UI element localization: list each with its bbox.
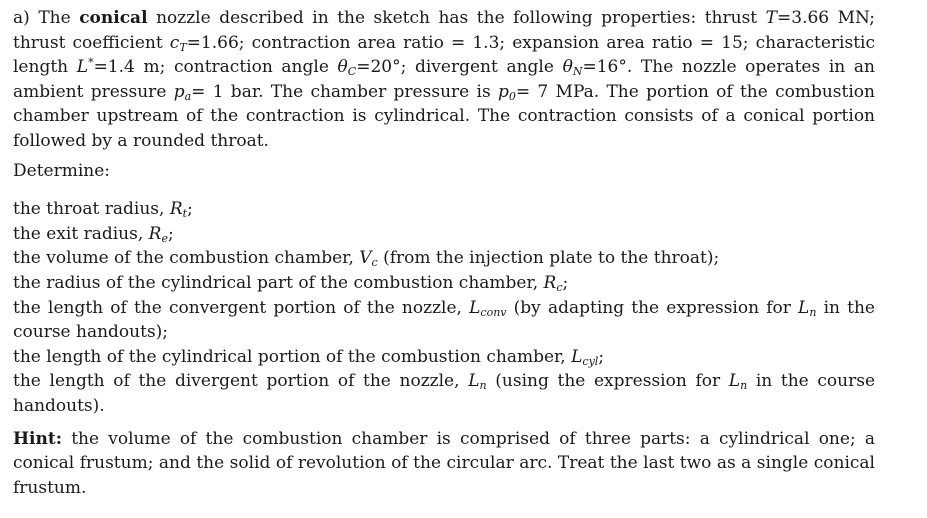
list-item	[13, 369, 875, 418]
item-after: ;	[187, 199, 193, 220]
statement-text-5: chamber upstream of the contraction is cylindrical. The contraction consists of a conical portion	[13, 106, 875, 127]
item-after: (using the expression for	[486, 371, 729, 392]
intro-article: The	[38, 8, 71, 28]
item-subscript-2: n	[740, 379, 748, 393]
item-text: the exit radius,	[13, 223, 149, 244]
item-text: the throat radius,	[13, 199, 170, 220]
pa-value: = 1 bar. The chamber pressure is	[191, 81, 498, 102]
item-subscript: c	[371, 256, 378, 270]
item-subscript: n	[479, 379, 487, 393]
lstar-symbol: L	[76, 57, 89, 78]
item-after: ;	[562, 272, 569, 293]
list-item	[13, 222, 875, 247]
problem-document	[13, 6, 875, 500]
statement-text-6: followed by a rounded throat.	[13, 130, 269, 151]
item-subscript: c	[556, 280, 563, 294]
list-item	[13, 246, 875, 271]
item-text: the length of the convergent portion of the nozzle,	[13, 297, 470, 318]
determine-list	[13, 197, 875, 418]
theta-n-value: =16°. The nozzle operates in an	[582, 57, 875, 78]
theta-n-subscript: N	[572, 65, 583, 79]
list-item	[13, 197, 875, 222]
statement-text-1: nozzle described in the sketch has the following properties: thrust	[156, 8, 766, 28]
item-after-2: in the course handouts).	[13, 371, 876, 416]
item-after: (from the injection plate to the throat);	[377, 248, 720, 269]
item-text: the radius of the cylindrical part of the combustion chamber,	[13, 272, 544, 293]
item-symbol: L	[468, 371, 480, 392]
item-symbol: R	[169, 199, 183, 220]
conical-keyword: conical	[79, 8, 148, 28]
item-subscript: t	[182, 207, 188, 221]
thrust-value: =3.66 MN;	[777, 8, 876, 28]
item-text: the volume of the combustion chamber,	[13, 248, 360, 269]
cf-symbol: c	[169, 32, 180, 53]
lstar-superscript: *	[88, 56, 94, 70]
item-symbol: R	[543, 272, 557, 293]
list-item	[13, 271, 875, 296]
lstar-value: =1.4 m; contraction angle	[93, 57, 338, 78]
item-subscript: e	[161, 231, 168, 245]
item-symbol: V	[359, 248, 372, 269]
statement-text-4: ambient pressure	[13, 81, 174, 102]
determine-heading: Determine:	[13, 160, 111, 181]
item-after-2: in the course handouts);	[13, 297, 875, 343]
hint-paragraph	[13, 427, 875, 501]
problem-label: a)	[13, 8, 30, 28]
item-symbol: L	[571, 346, 583, 367]
item-symbol-2: L	[798, 297, 810, 318]
statement-text-3: length	[13, 57, 77, 78]
item-text: the length of the divergent portion of the nozzle,	[13, 371, 469, 392]
pa-subscript: a	[184, 89, 192, 103]
theta-c-symbol: θ	[337, 57, 348, 78]
item-symbol-2: L	[728, 371, 741, 392]
item-text: the length of the cylindrical portion of the combustion chamber,	[13, 346, 572, 367]
item-after: ;	[598, 346, 605, 367]
problem-statement	[13, 6, 875, 154]
statement-text-2: thrust coefficient	[13, 32, 170, 53]
theta-c-subscript: C	[347, 65, 357, 79]
p0-subscript: 0	[508, 89, 516, 103]
item-symbol: R	[148, 223, 162, 244]
list-item	[13, 296, 875, 345]
item-after: (by adapting the expression for	[506, 297, 799, 318]
theta-c-value: =20°; divergent angle	[356, 57, 563, 78]
cf-value: =1.66; contraction area ratio = 1.3; expansion area ratio = 15; characteristic	[186, 32, 875, 53]
item-after: ;	[167, 223, 174, 244]
theta-n-symbol: θ	[562, 57, 573, 78]
cf-subscript: T	[179, 40, 187, 54]
item-subscript: conv	[480, 305, 507, 319]
thrust-symbol: T	[765, 8, 778, 28]
hint-label: Hint:	[13, 428, 63, 449]
p0-symbol: p	[497, 81, 509, 102]
item-subscript-2: n	[809, 305, 817, 319]
list-item	[13, 345, 875, 370]
item-subscript: cyl	[582, 354, 599, 368]
pa-symbol: p	[173, 81, 185, 102]
hint-text: the volume of the combustion chamber is comprised of three parts: a cylindrical one; a conical frustum; and the solid of revolution of the circular arc. Treat the last two as a single conical frustum.	[13, 428, 875, 498]
item-symbol: L	[469, 297, 481, 318]
p0-value: = 7 MPa. The portion of the combustion	[515, 81, 875, 102]
